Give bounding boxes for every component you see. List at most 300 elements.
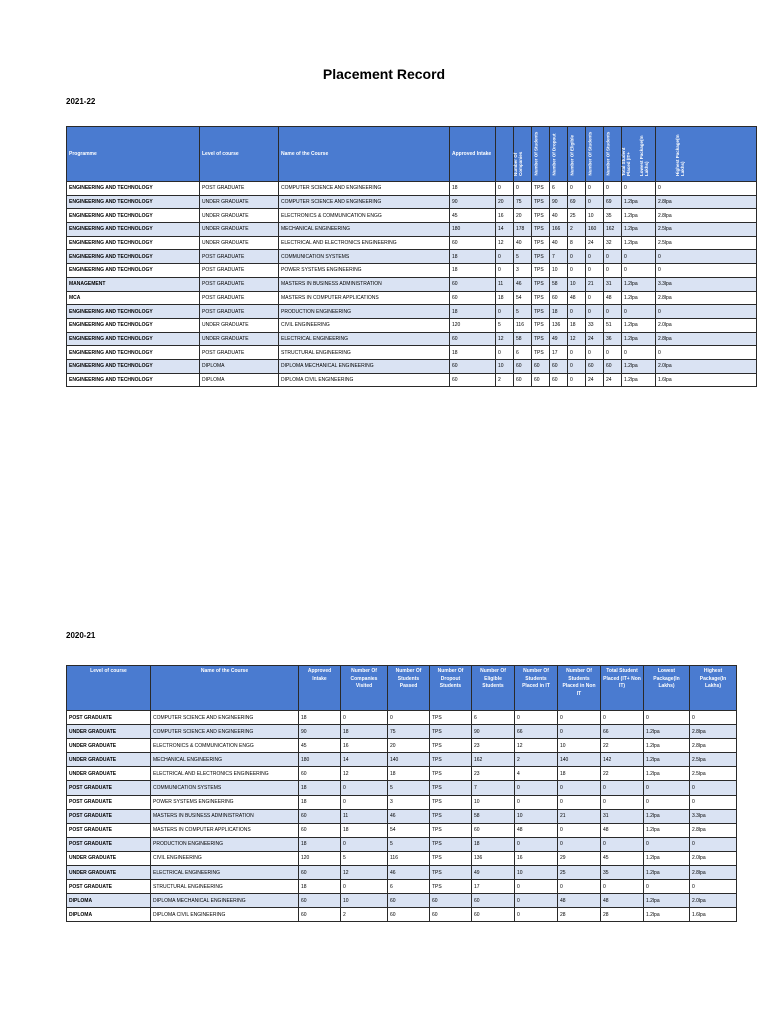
table-cell: 48 [568,291,586,305]
table-cell: TPS [430,739,472,753]
column-header-level-of-course: Level of course [67,666,151,711]
table-cell: 45 [601,851,644,865]
table-cell: TPS [430,795,472,809]
table-cell: 31 [601,809,644,823]
table-cell: 0 [515,894,558,908]
table-cell: TPS [430,866,472,880]
column-header-companies-visited: Number Of Companies Visited [341,666,388,711]
table-cell: 60 [388,908,430,922]
table-cell: 1.2lpa [644,866,690,880]
table-cell: 5 [388,781,430,795]
table-cell: POST GRADUATE [67,781,151,795]
table-cell: 14 [496,223,514,237]
table-cell: 60 [532,373,550,387]
table-row [67,264,757,278]
table-cell: 0 [341,711,388,725]
table-cell: 12 [341,767,388,781]
table-cell: 0 [604,182,622,196]
table-cell: 3.3lpa [656,277,757,291]
table-row [67,346,757,360]
table-cell: 2.0lpa [690,894,737,908]
table-cell: 36 [604,332,622,346]
table-cell: 58 [550,277,568,291]
table-cell: 60 [299,809,341,823]
table-cell: 10 [558,739,601,753]
table-cell: 5 [341,851,388,865]
column-header-highest-package: Highest Package(In Lakhs) [656,127,757,182]
table-cell: 1.6lpa [656,373,757,387]
table-cell: 0 [622,182,656,196]
table-cell: 1.2lpa [644,823,690,837]
table-cell: POST GRADUATE [67,711,151,725]
table-cell: UNDER GRADUATE [200,236,279,250]
table-cell: 0 [558,880,601,894]
table-cell: 5 [388,837,430,851]
table-cell: 0 [604,346,622,360]
table-cell: 75 [514,195,532,209]
table-cell: 29 [558,851,601,865]
table-cell: POST GRADUATE [200,182,279,196]
table-cell: 3 [388,795,430,809]
table-cell: TPS [430,823,472,837]
table-cell: 0 [558,823,601,837]
table-cell: MASTERS IN COMPUTER APPLICATIONS [151,823,299,837]
table-cell: 7 [550,250,568,264]
table-cell: 0 [496,182,514,196]
table-cell: 18 [299,781,341,795]
table-cell: 60 [450,277,496,291]
table-row [67,236,757,250]
table-cell: 60 [550,359,568,373]
table-cell: 2.8lpa [656,332,757,346]
table-cell: 0 [644,795,690,809]
table-cell: ENGINEERING AND TECHNOLOGY [67,332,200,346]
table-cell: 12 [496,332,514,346]
column-header-total-placed: Total Student Placed (IT+ Non IT) [601,666,644,711]
table-cell: 0 [558,781,601,795]
table-cell: 48 [601,823,644,837]
table-cell: 3 [514,264,532,278]
table-cell: TPS [532,332,550,346]
table-cell: 18 [568,318,586,332]
table-cell: ELECTRICAL ENGINEERING [151,866,299,880]
table-cell: 33 [586,318,604,332]
table-cell: 60 [299,767,341,781]
table-cell: UNDER GRADUATE [67,767,151,781]
table-cell: 1.2lpa [622,291,656,305]
table-cell: 18 [450,346,496,360]
table-row [67,332,757,346]
table-cell: 18 [299,711,341,725]
column-header-companies: Number Of Companies [496,127,514,182]
table-cell: STRUCTURAL ENGINEERING [151,880,299,894]
table-cell: 66 [601,725,644,739]
table-cell: TPS [532,209,550,223]
table-row [67,250,757,264]
table-cell: 140 [388,753,430,767]
table-cell: 60 [299,866,341,880]
table-cell: 136 [550,318,568,332]
table-cell: 60 [514,373,532,387]
column-header-students-passed: Number Of Students Passed [388,666,430,711]
table-cell: DIPLOMA MECHANICAL ENGINEERING [279,359,450,373]
table-cell: 0 [644,781,690,795]
table-cell: 2.5lpa [690,753,737,767]
table-cell: 0 [558,837,601,851]
table-cell: 60 [450,373,496,387]
table-cell: 1.2lpa [622,236,656,250]
table-cell: MASTERS IN BUSINESS ADMINISTRATION [279,277,450,291]
table-cell: ENGINEERING AND TECHNOLOGY [67,236,200,250]
table-cell: POST GRADUATE [200,346,279,360]
table-cell: 60 [472,823,515,837]
table-cell: 48 [604,291,622,305]
table-cell: 10 [472,795,515,809]
table-cell: TPS [532,264,550,278]
table-cell: POST GRADUATE [200,264,279,278]
table-cell: TPS [532,236,550,250]
table-cell: 18 [299,795,341,809]
column-header-students-it: Number Of Students [568,127,586,182]
table-cell: TPS [532,305,550,319]
column-header-students: Number Of Students [514,127,532,182]
table-row [67,837,737,851]
table-cell: COMPUTER SCIENCE AND ENGINEERING [279,195,450,209]
table-cell: POST GRADUATE [200,250,279,264]
table-cell: UNDER GRADUATE [200,209,279,223]
table-cell: 20 [388,739,430,753]
table-cell: 58 [472,809,515,823]
table-cell: 18 [450,264,496,278]
table-row [67,182,757,196]
table-cell: 18 [472,837,515,851]
table-cell: 60 [550,291,568,305]
table-cell: 0 [568,305,586,319]
table-cell: 2 [496,373,514,387]
table-cell: ENGINEERING AND TECHNOLOGY [67,264,200,278]
column-header-lowest-package: Lowest Package(In Lakhs) [622,127,656,182]
table-cell: 0 [644,711,690,725]
column-header-course-name: Name of the Course [151,666,299,711]
table-cell: 21 [586,277,604,291]
column-header-approved-intake: Approved Intake [450,127,496,182]
table-cell: ENGINEERING AND TECHNOLOGY [67,359,200,373]
table-cell: 0 [690,781,737,795]
table-cell: CIVIL ENGINEERING [279,318,450,332]
table-cell: 0 [622,250,656,264]
table-cell: 0 [515,711,558,725]
table-cell: 18 [558,767,601,781]
table-cell: 116 [388,851,430,865]
table-cell: 2 [568,223,586,237]
table-cell: 6 [472,711,515,725]
table-cell: ENGINEERING AND TECHNOLOGY [67,195,200,209]
table-cell: 0 [601,837,644,851]
table-cell: 1.2lpa [622,332,656,346]
table-row [67,373,757,387]
table-cell: 180 [299,753,341,767]
table-cell: 12 [341,866,388,880]
table-cell: 11 [341,809,388,823]
table-cell: 0 [496,264,514,278]
table-cell: 90 [550,195,568,209]
table-cell: 1.2lpa [644,851,690,865]
table-cell: COMPUTER SCIENCE AND ENGINEERING [151,711,299,725]
table-cell: 14 [341,753,388,767]
table-cell: 1.2lpa [644,725,690,739]
table-cell: 46 [388,866,430,880]
table-cell: 162 [472,753,515,767]
table-cell: POST GRADUATE [67,837,151,851]
table-cell: POST GRADUATE [67,809,151,823]
table-cell: 0 [568,264,586,278]
table-cell: 60 [586,359,604,373]
table-cell: 54 [388,823,430,837]
table-cell: 60 [604,359,622,373]
table-cell: MANAGEMENT [67,277,200,291]
placement-table-2020-21 [66,665,737,922]
table-cell: DIPLOMA [200,359,279,373]
table-cell: 7 [472,781,515,795]
table-cell: 18 [388,767,430,781]
table-cell: 35 [604,209,622,223]
table-cell: 0 [622,264,656,278]
table-row [67,305,757,319]
table-cell: 0 [644,837,690,851]
table-cell: 0 [515,837,558,851]
table-cell: 45 [450,209,496,223]
table-cell: 0 [656,264,757,278]
table-cell: 24 [586,373,604,387]
table-cell: 1.2lpa [622,209,656,223]
table-cell: 60 [299,908,341,922]
table-cell: 12 [496,236,514,250]
column-header-lowest-package: Lowest Package(In Lakhs) [644,666,690,711]
table-cell: DIPLOMA CIVIL ENGINEERING [279,373,450,387]
table-cell: 20 [496,195,514,209]
table-cell: 23 [472,739,515,753]
column-header-eligible: Number Of Eligible [550,127,568,182]
table-cell: MASTERS IN COMPUTER APPLICATIONS [279,291,450,305]
table-cell: 0 [586,305,604,319]
table-cell: 16 [496,209,514,223]
table-cell: UNDER GRADUATE [200,318,279,332]
table-cell: 31 [604,277,622,291]
table-cell: TPS [430,781,472,795]
table-cell: 0 [341,880,388,894]
table-cell: 2.8lpa [656,209,757,223]
table-cell: COMPUTER SCIENCE AND ENGINEERING [151,725,299,739]
table-cell: MASTERS IN BUSINESS ADMINISTRATION [151,809,299,823]
table-cell: 166 [550,223,568,237]
table-cell: 0 [601,781,644,795]
table-cell: 10 [496,359,514,373]
table-cell: TPS [430,809,472,823]
table-row [67,725,737,739]
table-cell: 24 [586,236,604,250]
placement-table-2021-22 [66,126,757,387]
table-cell: ENGINEERING AND TECHNOLOGY [67,346,200,360]
year-heading-2021-22: 2021-22 [66,97,96,106]
table-cell: 136 [472,851,515,865]
table-cell: 60 [450,332,496,346]
column-header-eligible-students: Number Of Eligible Students [472,666,515,711]
table-cell: 24 [604,373,622,387]
table-cell: UNDER GRADUATE [200,195,279,209]
table-row [67,880,737,894]
table-header-row [67,127,757,182]
table-cell: 0 [341,781,388,795]
table-cell: 2.8lpa [656,195,757,209]
table-cell: TPS [532,250,550,264]
table-cell: 2.0lpa [656,318,757,332]
table-cell: 60 [450,291,496,305]
table-cell: 0 [558,725,601,739]
table-cell: 4 [515,767,558,781]
table-row [67,711,737,725]
table-cell: TPS [430,767,472,781]
table-cell: UNDER GRADUATE [67,725,151,739]
table-row [67,753,737,767]
table-cell: 16 [341,739,388,753]
table-cell: 120 [299,851,341,865]
table-cell: 0 [586,250,604,264]
table-cell: 49 [550,332,568,346]
column-header-students-non-it: Number Of Students [586,127,604,182]
table-cell: 60 [430,908,472,922]
table-cell: 0 [341,795,388,809]
table-cell: 10 [515,866,558,880]
table-cell: COMMUNICATION SYSTEMS [151,781,299,795]
table-cell: 18 [450,250,496,264]
table-header-row [67,666,737,711]
table-row [67,851,737,865]
table-cell: POST GRADUATE [67,795,151,809]
table-row [67,866,737,880]
table-cell: 48 [558,894,601,908]
table-cell: 28 [601,908,644,922]
column-header-placed-it: Number Of Students Placed in IT [515,666,558,711]
table-cell: ENGINEERING AND TECHNOLOGY [67,209,200,223]
table-cell: 18 [341,823,388,837]
table-cell: 0 [656,182,757,196]
table-cell: 60 [472,908,515,922]
table-cell: ELECTRICAL AND ELECTRONICS ENGINEERING [279,236,450,250]
table-cell: TPS [430,725,472,739]
table-cell: 28 [558,908,601,922]
table-cell: 0 [601,880,644,894]
table-cell: 0 [515,880,558,894]
table-cell: 0 [496,305,514,319]
table-cell: 60 [299,894,341,908]
table-cell: ENGINEERING AND TECHNOLOGY [67,305,200,319]
column-header-highest-package: Highest Package(In Lakhs) [690,666,737,711]
table-cell: MCA [67,291,200,305]
table-cell: 2.0lpa [656,359,757,373]
table-cell: 40 [550,236,568,250]
table-cell: 17 [550,346,568,360]
table-cell: 51 [604,318,622,332]
table-cell: 6 [514,346,532,360]
table-cell: 0 [690,837,737,851]
table-cell: 1.2lpa [622,277,656,291]
table-cell: PRODUCTION ENGINEERING [279,305,450,319]
table-cell: 1.2lpa [644,894,690,908]
table-cell: 60 [299,823,341,837]
table-cell: 16 [515,851,558,865]
table-cell: 0 [604,305,622,319]
table-cell: 2.5lpa [656,223,757,237]
table-cell: 0 [515,908,558,922]
table-cell: MECHANICAL ENGINEERING [279,223,450,237]
table-cell: 0 [496,250,514,264]
table-cell: 20 [514,209,532,223]
table-cell: POST GRADUATE [200,305,279,319]
table-cell: 48 [601,894,644,908]
table-cell: ENGINEERING AND TECHNOLOGY [67,250,200,264]
table-row [67,209,757,223]
table-cell: 12 [568,332,586,346]
table-cell: 116 [514,318,532,332]
table-cell: 25 [568,209,586,223]
table-cell: 2.8lpa [656,291,757,305]
table-cell: 1.2lpa [622,373,656,387]
table-cell: 1.2lpa [622,318,656,332]
table-cell: 66 [515,725,558,739]
table-cell: 10 [550,264,568,278]
table-cell: TPS [430,880,472,894]
table-cell: 40 [550,209,568,223]
table-cell: 10 [586,209,604,223]
table-cell: DIPLOMA [200,373,279,387]
column-header-dropout-students: Number Of Dropout Students [430,666,472,711]
table-row [67,809,737,823]
table-cell: 0 [690,795,737,809]
table-cell: POWER SYSTEMS ENGINEERING [151,795,299,809]
table-cell: 60 [514,359,532,373]
table-cell: 90 [299,725,341,739]
table-cell: 160 [586,223,604,237]
table-cell: ELECTRICAL AND ELECTRONICS ENGINEERING [151,767,299,781]
table-cell: 60 [450,359,496,373]
table-cell: 0 [604,250,622,264]
table-cell: POST GRADUATE [200,291,279,305]
table-cell: 18 [299,837,341,851]
column-header-placed-non-it: Number Of Students Placed in Non IT [558,666,601,711]
table-cell: TPS [430,851,472,865]
table-cell: 1.2lpa [644,767,690,781]
table-cell: 0 [515,781,558,795]
table-cell: 22 [601,739,644,753]
table-cell: 25 [558,866,601,880]
table-cell: TPS [430,837,472,851]
table-cell: 69 [568,195,586,209]
table-cell: DIPLOMA [67,908,151,922]
table-cell: 0 [586,346,604,360]
table-cell: 2.8lpa [690,725,737,739]
table-cell: 60 [450,236,496,250]
table-cell: 2 [515,753,558,767]
table-cell: 10 [568,277,586,291]
table-cell: 69 [604,195,622,209]
table-cell: CIVIL ENGINEERING [151,851,299,865]
table-cell: ENGINEERING AND TECHNOLOGY [67,373,200,387]
table-row [67,359,757,373]
table-cell: ENGINEERING AND TECHNOLOGY [67,223,200,237]
table-cell: TPS [430,753,472,767]
table-row [67,291,757,305]
table-cell: 2.5lpa [690,767,737,781]
